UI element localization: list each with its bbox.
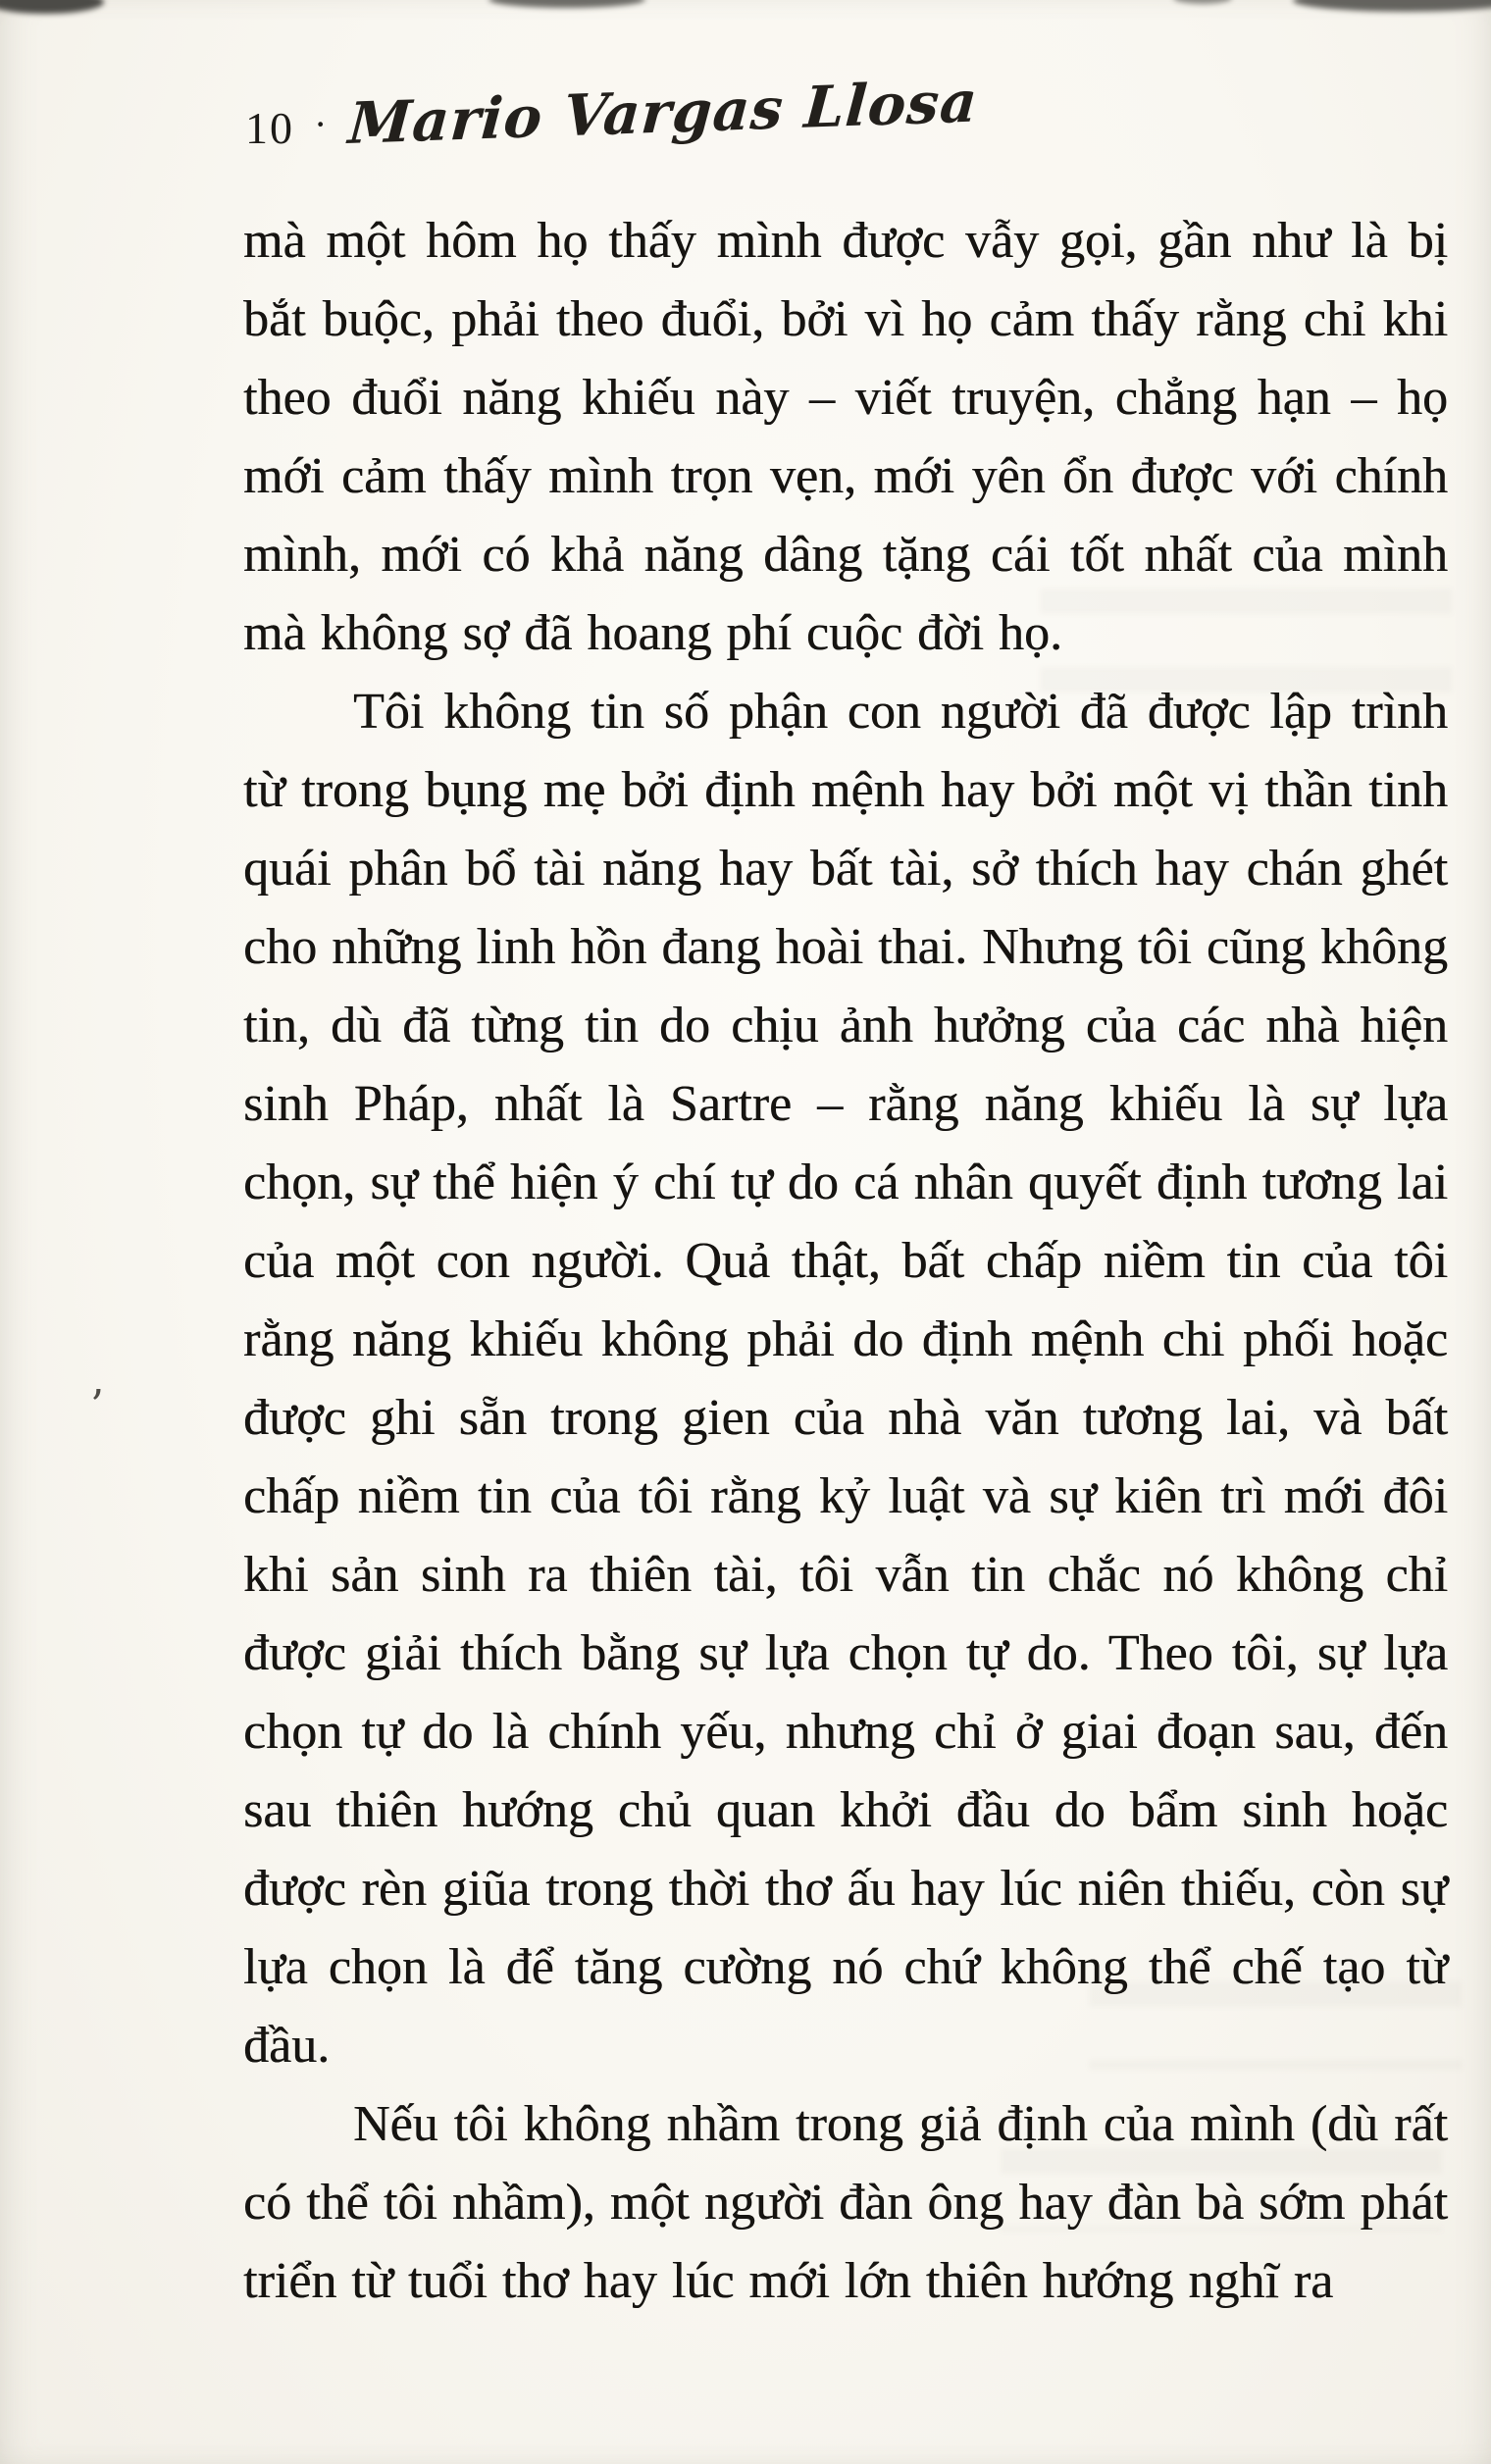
scan-artifact [1173,0,1232,4]
paragraph: Tôi không tin số phận con người đã được lập trình từ trong bụng mẹ bởi định mệnh hay bởi một vị thần tinh quái phân bổ tài năng hay bất tài, sở thích hay chán ghét cho những linh hồn đang hoài thai. Nhưng tôi cũng không tin, dù đã từng tin do chịu ảnh hưởng của các nhà hiện sinh Pháp, nhất là Sartre – rằng năng khiếu là sự lựa chọn, sự thể hiện ý chí tự do cá nhân quyết định tương lai của một con người. Quả thật, bất chấp niềm tin của tôi rằng năng khiếu không phải do định mệnh chi phối hoặc được ghi sẵn trong gien của nhà văn tương lai, và bất chấp niềm tin của tôi rằng kỷ luật và sự kiên trì mới đôi khi sản sinh ra thiên tài, tôi vẫn tin chắc nó không chỉ được giải thích bằng sự lựa chọn tự do. Theo tôi, sự lựa chọn tự do là chính yếu, nhưng chỉ ở giai đoạn sau, đến sau thiên hướng chủ quan khởi đầu do bẩm sinh hoặc được rèn giũa trong thời thơ ấu hay lúc niên thiếu, còn sự lựa chọn là để tăng cường nó chứ không thể chế tạo từ đầu. [243,684,1448,2074]
scan-artifact [1293,0,1491,12]
author-name-signature: Mario Vargas Llosa [346,68,981,157]
paragraph: Nếu tôi không nhầm trong giả định của mình (dù rất có thể tôi nhầm), một người đàn ông hay đàn bà sớm phát triển từ tuổi thơ hay lúc mới lớn thiên hướng nghĩ ra [243,2096,1448,2309]
scan-artifact [488,0,645,8]
paragraph: mà một hôm họ thấy mình được vẫy gọi, gần như là bị bắt buộc, phải theo đuổi, bởi vì họ cảm thấy rằng chỉ khi theo đuổi năng khiếu này – viết truyện, chẳng hạn – họ mới cảm thấy mình trọn vẹn, mới yên ổn được với chính mình, mới có khả năng dâng tặng cái tốt nhất của mình mà không sợ đã hoang phí cuộc đời họ. [243,213,1448,661]
page-number: 10 [245,103,294,153]
stray-margin-mark: ’ [90,1381,104,1431]
running-header [245,68,981,157]
header-separator-dot: · [314,102,328,146]
body-text [243,202,1448,2321]
scan-artifact [0,0,104,14]
